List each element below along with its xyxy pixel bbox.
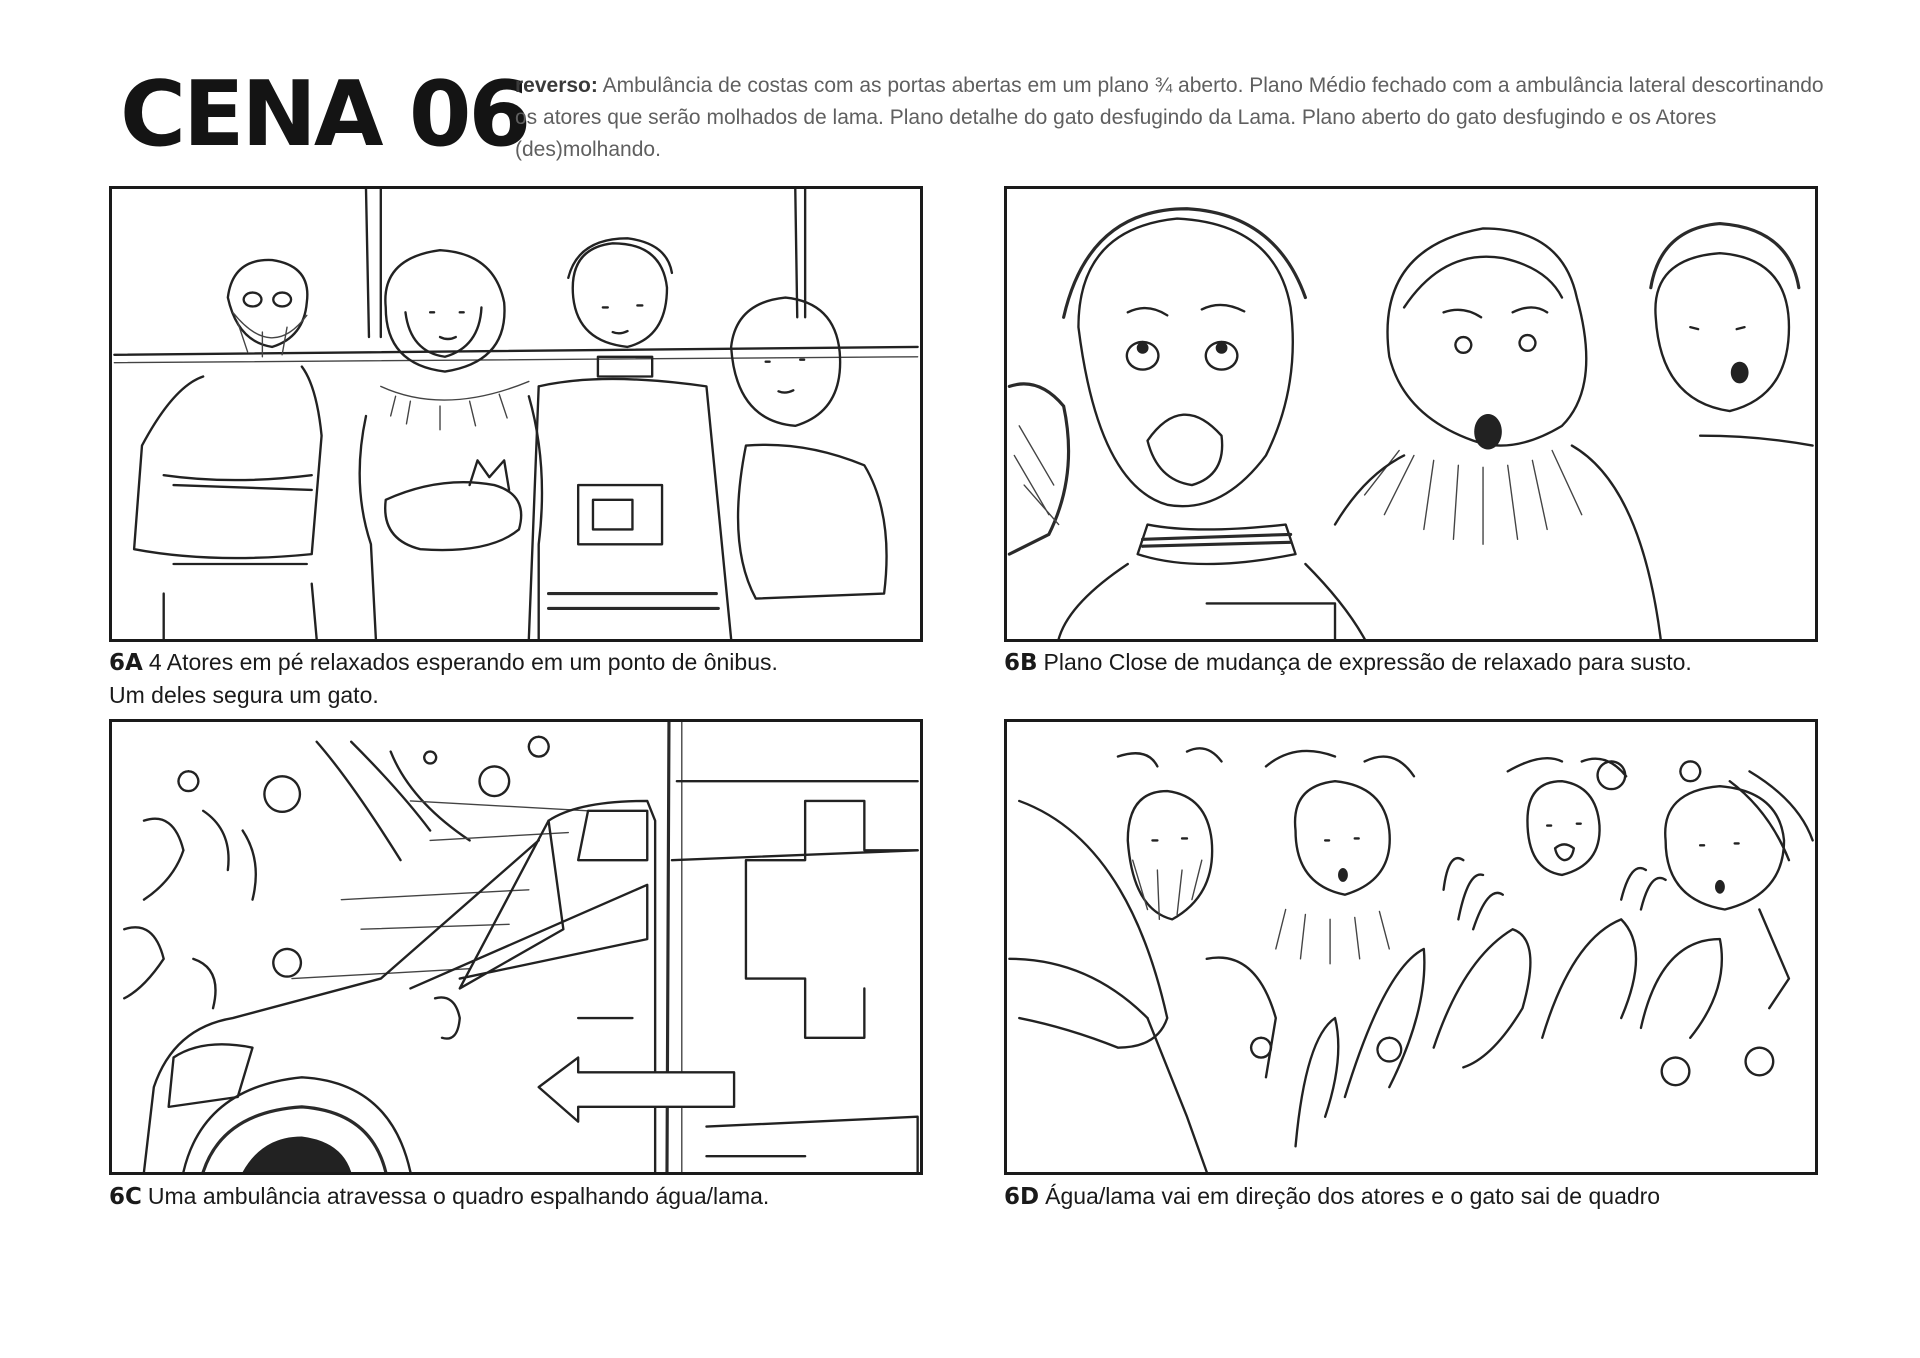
caption-text-6c: Uma ambulância atravessa o quadro espalhando água/lama. bbox=[147, 1183, 770, 1209]
scene-description-text: Ambulância de costas com as portas abertas em um plano ¾ aberto. Plano Médio fechado com a ambulância lateral descortinando os atores que serão molhados de lama. Plano detalhe do gato desfugindo da Lama. Plano aberto do gato desfugindo e os Atores (des)molhando. bbox=[515, 74, 1824, 161]
panel-code-6a: 6A bbox=[109, 650, 143, 676]
sketch-ambulance-splash bbox=[112, 722, 920, 1172]
sketch-actors-bus-stop bbox=[112, 189, 920, 639]
panel-6c-drawing bbox=[109, 719, 923, 1175]
scene-description bbox=[515, 70, 1835, 166]
caption-6b bbox=[1004, 646, 1824, 679]
panel-code-6b: 6B bbox=[1004, 650, 1038, 676]
caption-text-6a: 4 Atores em pé relaxados esperando em um ponto de ônibus. bbox=[148, 649, 778, 675]
scene-title: CENA 06 bbox=[120, 62, 529, 167]
panel-6d-drawing bbox=[1004, 719, 1818, 1175]
caption-6d bbox=[1004, 1180, 1824, 1213]
panel-6a-drawing bbox=[109, 186, 923, 642]
caption-6a bbox=[109, 646, 929, 711]
scene-description-label: reverso: bbox=[515, 74, 598, 97]
caption-text-6a-line2: Um deles segura um gato. bbox=[109, 682, 379, 708]
sketch-scared-faces bbox=[1007, 189, 1815, 639]
caption-text-6b: Plano Close de mudança de expressão de relaxado para susto. bbox=[1043, 649, 1692, 675]
panel-code-6d: 6D bbox=[1004, 1184, 1040, 1210]
panel-code-6c: 6C bbox=[109, 1184, 142, 1210]
sketch-mud-towards-actors bbox=[1007, 722, 1815, 1172]
panel-6b-drawing bbox=[1004, 186, 1818, 642]
caption-6c bbox=[109, 1180, 929, 1213]
caption-text-6d: Água/lama vai em direção dos atores e o gato sai de quadro bbox=[1045, 1183, 1661, 1209]
